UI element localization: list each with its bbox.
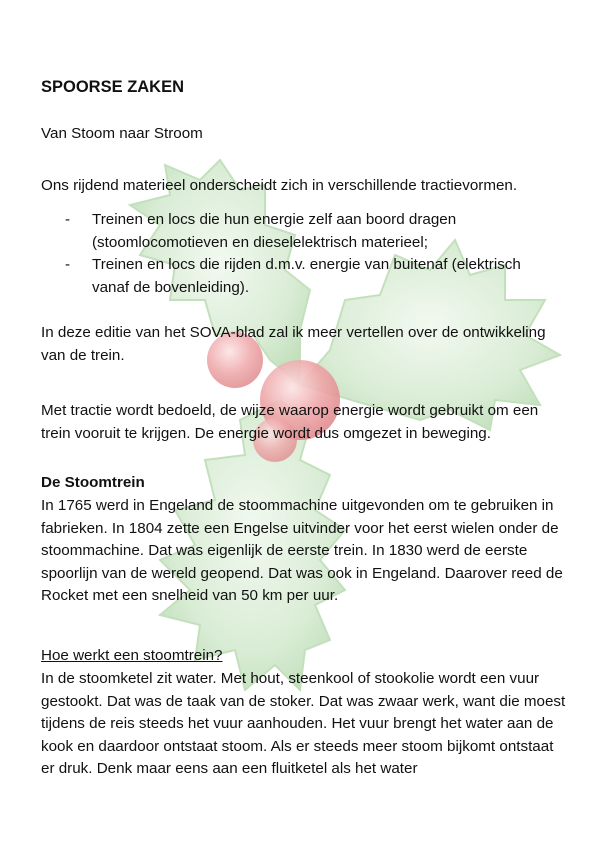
document-subtitle: Van Stoom naar Stroom — [41, 125, 203, 142]
list-item-text: Treinen en locs die rijden d.m.v. energie van buitenaf (elektrisch vanaf de bovenleiding). — [92, 256, 521, 296]
section-heading-stoomtrein: De Stoomtrein — [41, 474, 145, 491]
list-item — [41, 254, 561, 299]
section-heading-hoe: Hoe werkt een stoomtrein? — [41, 647, 223, 664]
bullet-dash: - — [65, 256, 71, 273]
hoe-paragraph: In de stoomketel zit water. Met hout, steenkool of stookolie wordt een vuur gestookt. Dat was de taak van de stoker. Dat was zwaar werk, want die moest tijdens de reis steeds het vuur aanhouden. Het vuur brengt het water aan de kook en daardoor ontstaat stoom. Als er steeds meer stoom bijkomt ontstaat er druk. Denk maar eens aan een fluitketel als het water — [41, 670, 566, 777]
traction-paragraph: Met tractie wordt bedoeld, de wijze waarop energie wordt gebruikt om een trein vooruit te krijgen. De energie wordt dus omgezet in beweging. — [41, 402, 539, 442]
traction-list — [41, 209, 561, 299]
document-title: SPOORSE ZAKEN — [41, 78, 185, 96]
bullet-dash: - — [65, 211, 71, 228]
stoomtrein-paragraph: In 1765 werd in Engeland de stoommachine uitgevonden om te gebruiken in fabrieken. In 1804 zette een Engelse uitvinder voor het eerst wielen onder de stoommachine. Dat was eigenlijk de eerste trein. In 1830 werd de eerste spoorlijn van de wereld geopend. Dat was ook in Engeland. Daarover reed de Rocket met een snelheid van 50 km per uur. — [41, 497, 563, 604]
intro-text: Ons rijdend materieel onderscheidt zich in verschillende tractievormen. — [41, 177, 518, 194]
list-item-text: Treinen en locs die hun energie zelf aan boord dragen (stoomlocomotieven en dieselelektrisch materieel; — [92, 211, 457, 251]
list-item — [41, 209, 561, 254]
edition-paragraph: In deze editie van het SOVA-blad zal ik meer vertellen over de ontwikkeling van de trein. — [41, 324, 546, 364]
